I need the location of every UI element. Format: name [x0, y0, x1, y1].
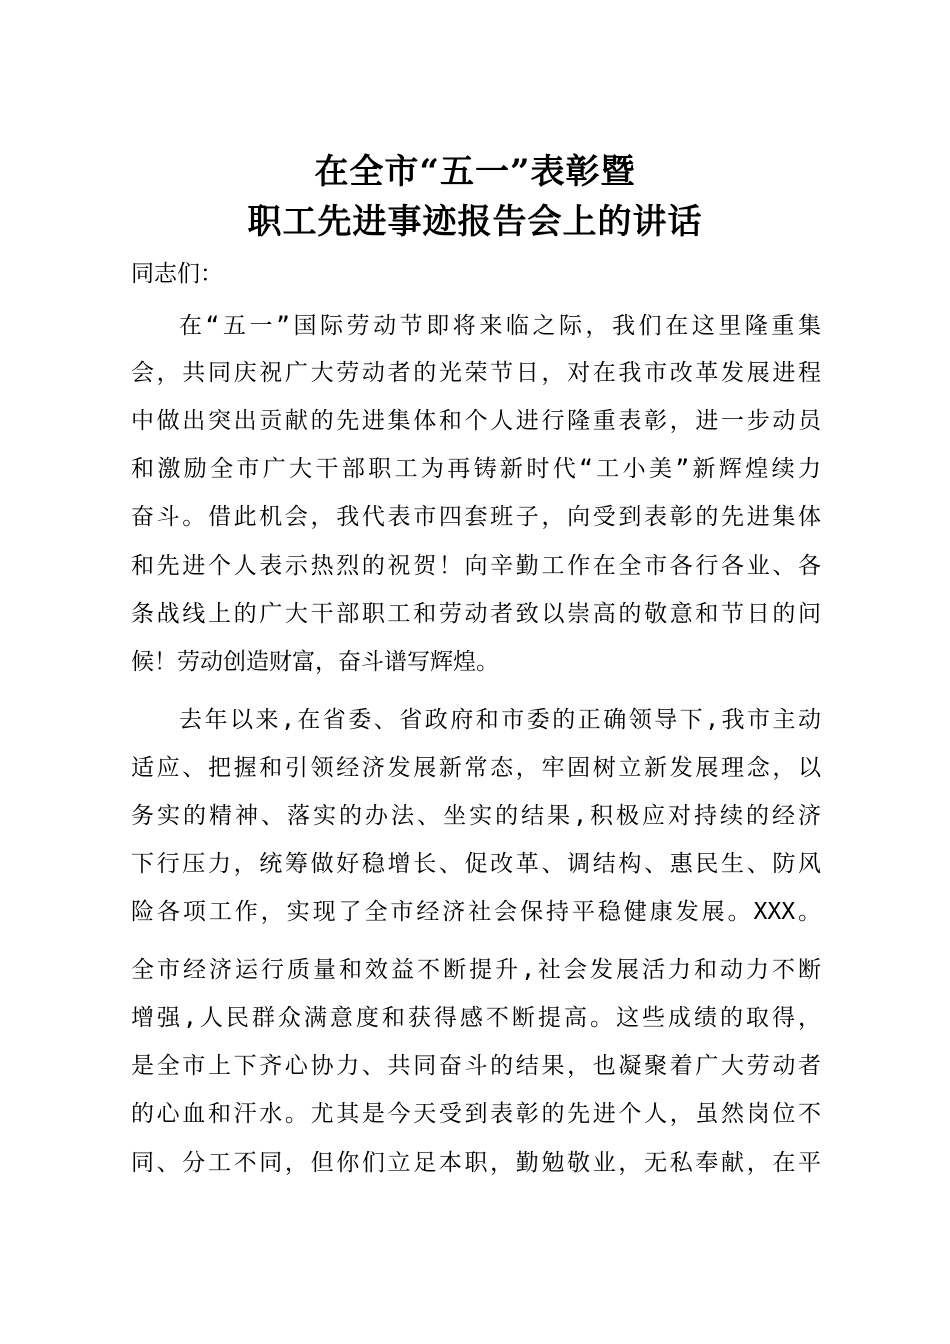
body-line: 下行压力，统筹做好稳增长、促改革、调结构、惠民生、防风 [131, 851, 821, 877]
body-line: 会，共同庆祝广大劳动者的光荣节日，对在我市改革发展进程 [131, 360, 821, 386]
body-line: 险各项工作，实现了全市经济社会保持平稳健康发展。XXX。 [131, 899, 821, 925]
body-line: 奋斗。借此机会，我代表市四套班子，向受到表彰的先进集体 [131, 504, 821, 530]
body-line: 务实的精神、落实的办法、坐实的结果,积极应对持续的经济 [131, 803, 821, 829]
body-line: 的心血和汗水。尤其是今天受到表彰的先进个人，虽然岗位不 [131, 1101, 821, 1127]
document-title-line-2: 职工先进事迹报告会上的讲话 [247, 202, 703, 242]
body-line: 和先进个人表示热烈的祝贺！向辛勤工作在全市各行各业、各 [131, 553, 821, 579]
body-line: 全市经济运行质量和效益不断提升,社会发展活力和动力不断 [131, 957, 821, 983]
body-line: 候！劳动创造财富，奋斗谱写辉煌。 [131, 649, 499, 675]
body-line: 条战线上的广大干部职工和劳动者致以崇高的敬意和节日的问 [131, 601, 821, 627]
body-line: 和激励全市广大干部职工为再铸新时代“工小美”新辉煌续力 [131, 456, 821, 482]
body-line: 增强,人民群众满意度和获得感不断提高。这些成绩的取得， [131, 1005, 821, 1031]
body-line: 同、分工不同，但你们立足本职，勤勉敬业，无私奉献，在平 [131, 1150, 821, 1176]
body-line: 在“五一”国际劳动节即将来临之际，我们在这里隆重集 [179, 313, 821, 339]
document-title-line-1: 在全市“五一”表彰暨 [314, 152, 636, 192]
body-line: 是全市上下齐心协力、共同奋斗的结果，也凝聚着广大劳动者 [131, 1053, 821, 1079]
body-line: 去年以来,在省委、省政府和市委的正确领导下,我市主动 [179, 707, 821, 733]
salutation: 同志们： [131, 261, 223, 287]
body-line: 中做出突出贡献的先进集体和个人进行隆重表彰，进一步动员 [131, 408, 821, 434]
body-line: 适应、把握和引领经济发展新常态，牢固树立新发展理念，以 [131, 755, 821, 781]
